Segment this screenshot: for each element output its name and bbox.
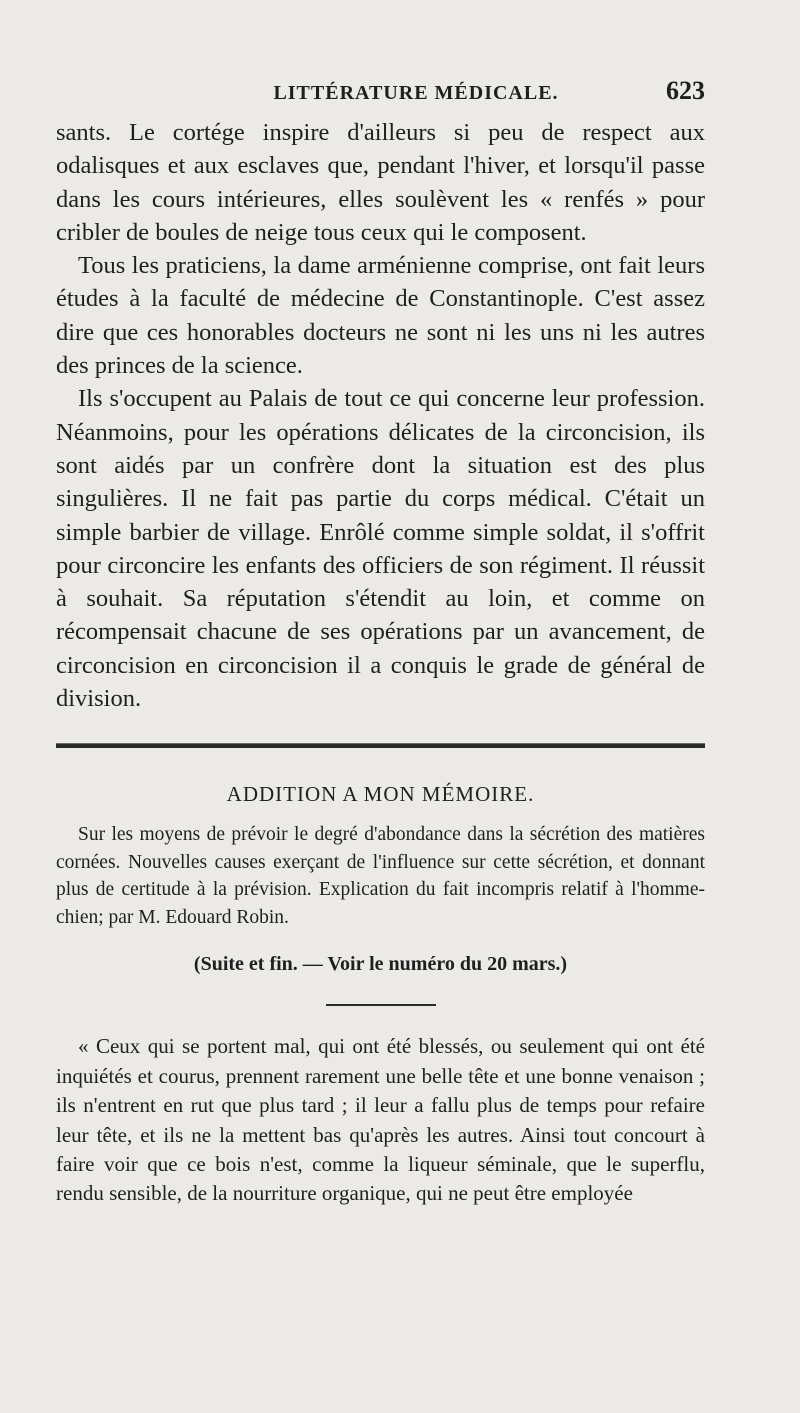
paragraph: Tous les praticiens, la dame arménienne comprise, ont fait leurs études à la faculté de médecine de Constantinople. C'est assez dire que ces honorables docteurs ne sont ni les uns ni les autres des princes de la science. bbox=[56, 252, 705, 380]
running-title: LITTÉRATURE MÉDICALE. bbox=[273, 82, 559, 104]
continued-note: (Suite et fin. — Voir le numéro du 20 mars.) bbox=[193, 953, 568, 976]
short-divider bbox=[326, 1004, 436, 1006]
page-number: 623 bbox=[666, 76, 705, 105]
summary-text: Sur les moyens de prévoir le degré d'abondance dans la sécrétion des matières cornées. Nouvelles causes exerçant de l'influence sur cette sécrétion, et donnant plus de certitude à la prévision. Explication du fait incompris relatif à l'homme-chien; par M. Edouard Robin. bbox=[56, 824, 705, 928]
section-title: ADDITION A MON MÉMOIRE. bbox=[226, 782, 535, 807]
paragraph: Ils s'occupent au Palais de tout ce qui concerne leur profession. Néanmoins, pour les opérations délicates de la circoncision, ils sont aidés par un confrère dont la situation est des plus singulières. Il ne fait pas partie du corps médical. C'était un simple barbier de village. Enrôlé comme simple soldat, il s'offrit pour circoncire les enfants des officiers de son régiment. Il réussit à souhait. Sa réputation s'étendit au loin, et comme on récompensait chacune de ses opérations par un avancement, de circoncision en circoncision il a conquis le grade de général de division. bbox=[56, 385, 705, 713]
body-text bbox=[56, 116, 705, 715]
section-divider bbox=[56, 743, 705, 748]
running-head bbox=[56, 0, 705, 108]
section-summary bbox=[56, 821, 705, 931]
quote-text: « Ceux qui se portent mal, qui ont été blessés, ou seulement qui ont été inquiétés et courus, prennent rarement une belle tête et une bonne venaison ; ils n'entrent en rut que plus tard ; il leur a fallu plus de temps pour refaire leur tête, et ils ne la mettent bas qu'après les autres. Ainsi tout concourt à faire voir que ce bois n'est, comme la liqueur séminale, que le superflu, rendu sensible, de la nourriture organique, qui ne peut être employée bbox=[56, 1034, 705, 1206]
paragraph: sants. Le cortége inspire d'ailleurs si peu de respect aux odalisques et aux esclaves que, pendant l'hiver, et lorsqu'il passe dans les cours intérieures, elles soulèvent les « renfés » pour cribler de boules de neige tous ceux qui le composent. bbox=[56, 119, 705, 246]
quote-block bbox=[56, 1032, 705, 1208]
